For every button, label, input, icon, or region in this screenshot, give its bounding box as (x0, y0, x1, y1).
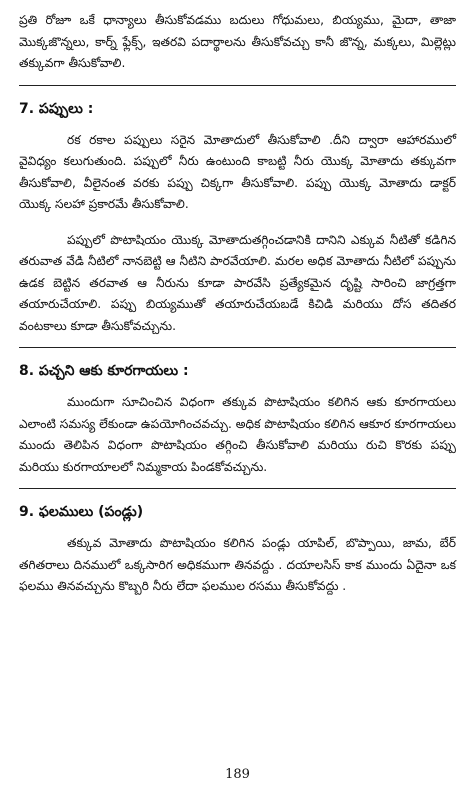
paragraph: పప్పులో పొటాషియం యొక్క మోతాదుతగ్గించడానికి దానిని ఎక్కువ నీటితో కడిగిన తరువాత వేడి నీటిలో నానబెట్టి ఆ నీటిని పారవేయాలి. మరల అధిక మోతాదు నీటిలో పప్పును ఉడక బెట్టిన తరవాత ఆ నీరును కూడా పారవేసి ప్రత్యేకమైన దృష్టి సారించి జాగ్రత్తగా తయారుచేయాలి. పప్పు బియ్యముతో తయారుచేయబడే కిచిడి మరియు దోస తదితర వంటకాలు కూడా తీసుకోవచ్చును. (19, 232, 456, 333)
page-number: 189 (225, 767, 250, 782)
paragraph-gap (19, 216, 456, 230)
paragraph: తక్కువ మోతాదు పొటాషియం కలిగిన పండ్లు యాపిల్, బొప్పాయి, జామ, బేర్ తగితరాలు దినములో ఒక్కసారిగ అధికముగా తినవద్దు . దయాలసిస్ కాక ముందు ఏదైనా ఒక ఫలము తినవచ్చును కొబ్బరి నీరు లేదా ఫలముల రసము తీసుకోవద్దు . (19, 536, 456, 593)
paragraph: ముందుగా సూచించిన విధంగా తక్కువ పొటాషియం కలిగిన ఆకు కూరగాయలు ఎలాంటి సమస్య లేకుండా ఉపయోగించవచ్చు. అధిక పొటాషియం కలిగిన ఆకూర కూరగాయలు ముందు తెలిపిన విధంగా పొటాషియం తగ్గించి తీసుకోవాలి మరియు రుచి కొరకు పప్పు మరియు కురగాయాలలో నిమ్మకాయ పిండకోవచ్చును. (19, 395, 456, 474)
section-divider (19, 85, 456, 86)
section-divider (19, 488, 456, 489)
section-fruits (19, 501, 456, 598)
section-heading-leafy-vegetables: 8. పచ్చని ఆకు కూరగాయలు : (19, 363, 189, 379)
intro-paragraph: ప్రతి రోజూ ఒకే ధాన్యాలు తీసుకోవడము బదులు గోధుమలు, బియ్యము, మైదా, తాజా మొక్కజొన్నలు, కార్న్ ఫ్లేక్స్, ఇతరవి పదార్థాలను తీసుకోవచ్చు కానీ జొన్న, మక్కలు, మిల్లెట్లు తక్కువగా తీసుకోవాలి. (19, 13, 456, 70)
section-heading-pulses: 7. పప్పులు : (19, 100, 94, 117)
section-pulses (19, 98, 456, 338)
paragraph: రక రకాల పప్పులు సరైన మోతాదులో తీసుకోవాలి .దీని ద్వారా ఆహారములో వైవిధ్యం కలుగుతుంది. పప్పులో నీరు ఉంటుంది కాబట్టి నీరు యొక్క మోతాదు తక్కువగా తీసుకోవాలి, వీలైనంత వరకు పప్పు చిక్కగా తీసుకోవాలి. పప్పు యొక్క మోతాదు డాక్టర్ యొక్క సలహా ప్రకారమే తీసుకోవాలి. (19, 132, 456, 211)
section-divider (19, 347, 456, 348)
section-heading-fruits: 9. ఫలములు (పండ్లు) (19, 504, 144, 520)
section-leafy-vegetables (19, 360, 456, 478)
